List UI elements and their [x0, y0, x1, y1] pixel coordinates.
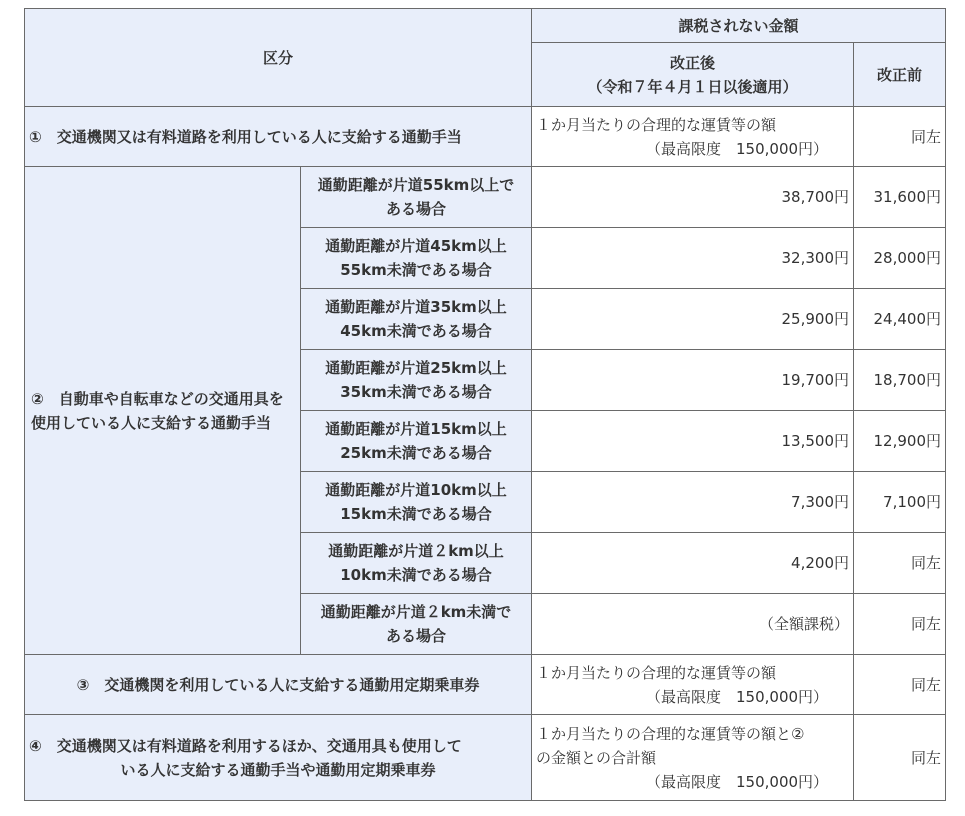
distance-label: [301, 289, 532, 350]
distance-label: [301, 350, 532, 411]
row-4-before: 同左: [854, 715, 946, 801]
distance-label-line2: 25km未満である場合: [340, 444, 492, 462]
header-after-revision: [532, 43, 854, 107]
row-1-after-line1: １か月当たりの合理的な運賃等の額: [536, 115, 777, 134]
distance-label: [301, 533, 532, 594]
row-3-after-line2: （最高限度 150,000円）: [646, 687, 829, 706]
row-4-after-line3: （最高限度 150,000円）: [646, 772, 829, 791]
page: [24, 8, 946, 801]
distance-label-line2: 45km未満である場合: [340, 322, 492, 340]
distance-row: [25, 167, 946, 228]
distance-label-line1: 通勤距離が片道10km以上: [325, 481, 507, 499]
row-1-after: [532, 107, 854, 167]
row-4-label-line2: いる人に支給する通勤手当や通勤用定期乗車券: [120, 760, 436, 779]
distance-label-line1: 通勤距離が片道２km未満で: [320, 603, 512, 621]
header-row-1: [25, 9, 946, 43]
header-non-taxable-amount: 課税されない金額: [532, 9, 946, 43]
distance-label-line2: ある場合: [385, 627, 446, 645]
row-4-after-line2: の金額との合計額: [536, 748, 657, 767]
row-4-after: [532, 715, 854, 801]
distance-label: [301, 594, 532, 655]
distance-after: 38,700円: [532, 167, 854, 228]
row-1-after-line2: （最高限度 150,000円）: [646, 139, 829, 158]
row-4-label-line1: ④ 交通機関又は有料道路を利用するほか、交通用具も使用して: [29, 736, 462, 755]
distance-before: 18,700円: [854, 350, 946, 411]
distance-label-line1: 通勤距離が片道２km以上: [328, 542, 504, 560]
distance-label-line1: 通勤距離が片道15km以上: [325, 420, 507, 438]
row-4: [25, 715, 946, 801]
row-1-before: 同左: [854, 107, 946, 167]
header-after-revision-note: （令和７年４月１日以後適用）: [587, 77, 798, 96]
row-4-label: [25, 715, 532, 801]
distance-label: [301, 228, 532, 289]
distance-after: 32,300円: [532, 228, 854, 289]
distance-label-line1: 通勤距離が片道35km以上: [325, 298, 507, 316]
distance-label: [301, 167, 532, 228]
row-1: [25, 107, 946, 167]
distance-before: 同左: [854, 533, 946, 594]
header-before-revision: 改正前: [854, 43, 946, 107]
row-3-label: ③ 交通機関を利用している人に支給する通勤用定期乗車券: [25, 655, 532, 715]
distance-label-line2: ある場合: [385, 200, 446, 218]
row-3: [25, 655, 946, 715]
distance-after: 13,500円: [532, 411, 854, 472]
distance-before: 31,600円: [854, 167, 946, 228]
distance-label: [301, 472, 532, 533]
row-3-before: 同左: [854, 655, 946, 715]
distance-before: 7,100円: [854, 472, 946, 533]
distance-label-line1: 通勤距離が片道55km以上で: [317, 176, 515, 194]
distance-after: 4,200円: [532, 533, 854, 594]
row-3-after-line1: １か月当たりの合理的な運賃等の額: [536, 663, 777, 682]
row-4-after-line1: １か月当たりの合理的な運賃等の額と②: [536, 724, 805, 743]
commuting-allowance-table: [24, 8, 946, 801]
distance-label-line2: 10km未満である場合: [340, 566, 492, 584]
distance-label-line2: 35km未満である場合: [340, 383, 492, 401]
distance-before: 28,000円: [854, 228, 946, 289]
distance-after: 7,300円: [532, 472, 854, 533]
distance-label-line2: 15km未満である場合: [340, 505, 492, 523]
distance-before: 24,400円: [854, 289, 946, 350]
distance-after: 19,700円: [532, 350, 854, 411]
distance-label-line1: 通勤距離が片道45km以上: [325, 237, 507, 255]
row-3-after: [532, 655, 854, 715]
distance-before: 12,900円: [854, 411, 946, 472]
header-after-revision-label: 改正後: [669, 53, 715, 72]
distance-label-line2: 55km未満である場合: [340, 261, 492, 279]
row-1-label: ① 交通機関又は有料道路を利用している人に支給する通勤手当: [25, 107, 532, 167]
distance-after: 25,900円: [532, 289, 854, 350]
header-category: 区分: [25, 9, 532, 107]
distance-before: 同左: [854, 594, 946, 655]
row-2-label: ② 自動車や自転車などの交通用具を使用している人に支給する通勤手当: [25, 167, 301, 655]
distance-label: [301, 411, 532, 472]
distance-after: （全額課税）: [532, 594, 854, 655]
distance-label-line1: 通勤距離が片道25km以上: [325, 359, 507, 377]
